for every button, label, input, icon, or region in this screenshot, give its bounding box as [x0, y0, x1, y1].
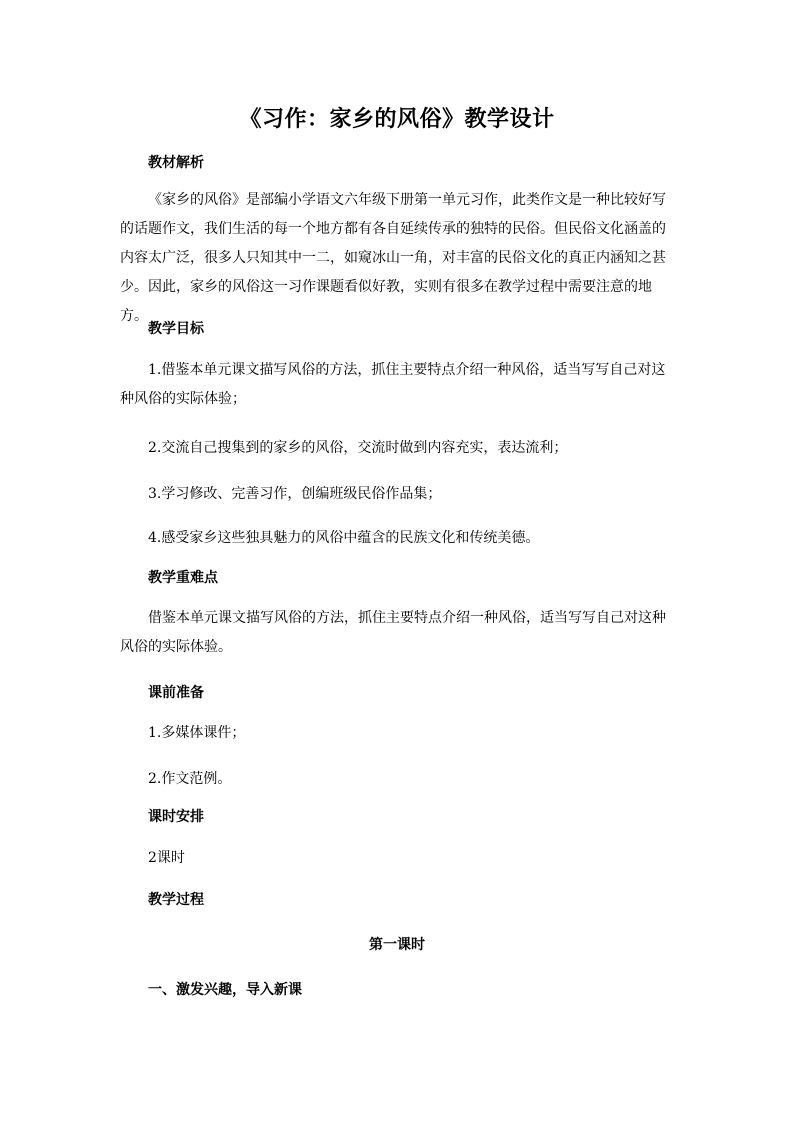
prep-item-2: 2.作文范例。 [148, 771, 232, 787]
schedule-text: 2课时 [148, 850, 185, 866]
prep-item-1: 1.多媒体课件； [148, 725, 246, 741]
lesson-title: 第一课时 [369, 937, 425, 953]
heading-analysis: 教材解析 [148, 155, 204, 171]
heading-preparation: 课前准备 [148, 685, 204, 701]
heading-goals: 教学目标 [148, 321, 204, 337]
paragraph-key-points: 借鉴本单元课文描写风俗的方法，抓住主要特点介绍一种风俗，适当写写自己对这种风俗的实际体验。 [120, 610, 666, 655]
heading-key-points: 教学重难点 [148, 570, 218, 586]
heading-step-1: 一、激发兴趣，导入新课 [148, 982, 302, 998]
goal-item-4: 4.感受家乡这些独具魅力的风俗中蕴含的民族文化和传统美德。 [148, 530, 540, 546]
goal-item-3: 3.学习修改、完善习作，创编班级民俗作品集； [148, 486, 442, 502]
goal-item-2: 2.交流自己搜集到的家乡的风俗，交流时做到内容充实，表达流利； [148, 440, 568, 456]
document-title: 《习作：家乡的风俗》教学设计 [239, 106, 555, 132]
heading-schedule: 课时安排 [148, 809, 204, 825]
paragraph-analysis: 《家乡的风俗》是部编小学语文六年级下册第一单元习作，此类作文是一种比较好写的话题作文，我们生活的每一个地方都有各自延续传承的独特的民俗。但民俗文化涵盖的内容太广泛，很多人只知其中一二，如窥冰山一角，对丰富的民俗文化的真正内涵知之甚少。因此，家乡的风俗这一习作课题看似好教，实则有很多在教学过程中需要注意的地方。 [120, 192, 666, 324]
heading-process: 教学过程 [148, 892, 204, 908]
goal-item-1: 1.借鉴本单元课文描写风俗的方法，抓住主要特点介绍一种风俗，适当写写自己对这种风俗的实际体验； [120, 362, 666, 407]
